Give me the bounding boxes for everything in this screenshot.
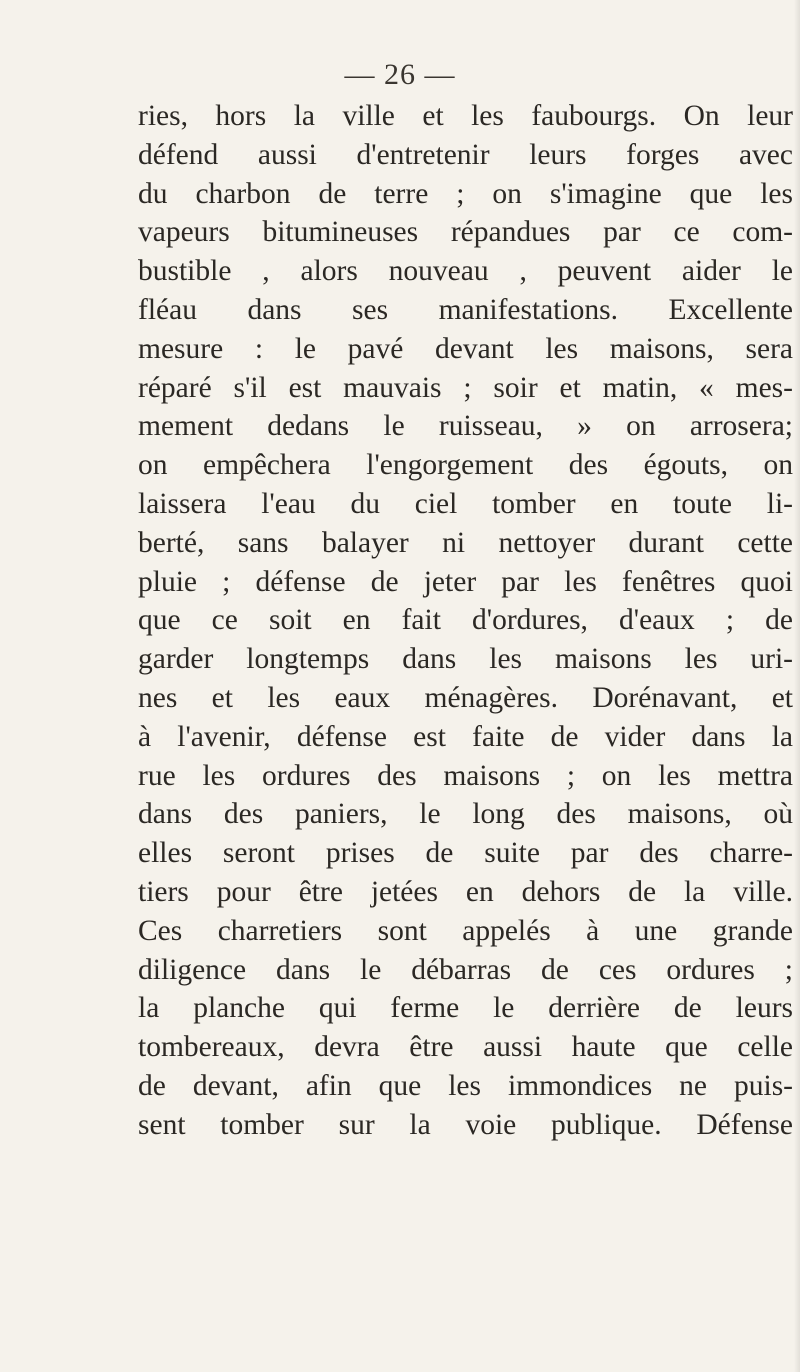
text-line: que ce soit en fait d'ordures, d'eaux ; de xyxy=(138,604,793,637)
text-line: mement dedans le ruisseau, » on arrosera; xyxy=(138,410,793,443)
text-line: fléau dans ses manifestations. Excellente xyxy=(138,293,793,326)
text-line: on empêchera l'engorgement des égouts, on xyxy=(138,449,793,482)
text-line: laissera l'eau du ciel tomber en toute li- xyxy=(138,487,793,520)
text-line: sent tomber sur la voie publique. Défense xyxy=(138,1108,793,1141)
text-line: la planche qui ferme le derrière de leurs xyxy=(138,992,793,1025)
body-text xyxy=(138,97,793,1145)
text-line: nes et les eaux ménagères. Dorénavant, et xyxy=(138,681,793,714)
text-line: mesure : le pavé devant les maisons, sera xyxy=(138,332,793,365)
text-line: bustible , alors nouveau , peuvent aider le xyxy=(138,255,793,288)
text-line: tiers pour être jetées en dehors de la ville. xyxy=(138,875,793,908)
text-line: elles seront prises de suite par des charre- xyxy=(138,837,793,870)
text-line: garder longtemps dans les maisons les uri- xyxy=(138,643,793,676)
text-line: ries, hors la ville et les faubourgs. On leur xyxy=(138,100,793,132)
text-line: réparé s'il est mauvais ; soir et matin, « mes- xyxy=(138,371,793,404)
text-line: défend aussi d'entretenir leurs forges avec xyxy=(138,138,793,171)
text-line: Ces charretiers sont appelés à une grande xyxy=(138,914,793,947)
text-line: rue les ordures des maisons ; on les mettra xyxy=(138,759,793,792)
text-line: tombereaux, devra être aussi haute que celle xyxy=(138,1031,793,1064)
text-line: berté, sans balayer ni nettoyer durant cette xyxy=(138,526,793,559)
text-line: à l'avenir, défense est faite de vider dans la xyxy=(138,720,793,753)
page-edge xyxy=(794,0,800,1372)
text-line: de devant, afin que les immondices ne puis- xyxy=(138,1069,793,1102)
text-line: diligence dans le débarras de ces ordures ; xyxy=(138,953,793,986)
text-line: pluie ; défense de jeter par les fenêtres quoi xyxy=(138,565,793,598)
page-number: — 26 — xyxy=(344,58,456,91)
text-line: du charbon de terre ; on s'imagine que les xyxy=(138,177,793,210)
text-line: vapeurs bitumineuses répandues par ce com- xyxy=(138,216,793,249)
text-line: dans des paniers, le long des maisons, où xyxy=(138,798,793,831)
